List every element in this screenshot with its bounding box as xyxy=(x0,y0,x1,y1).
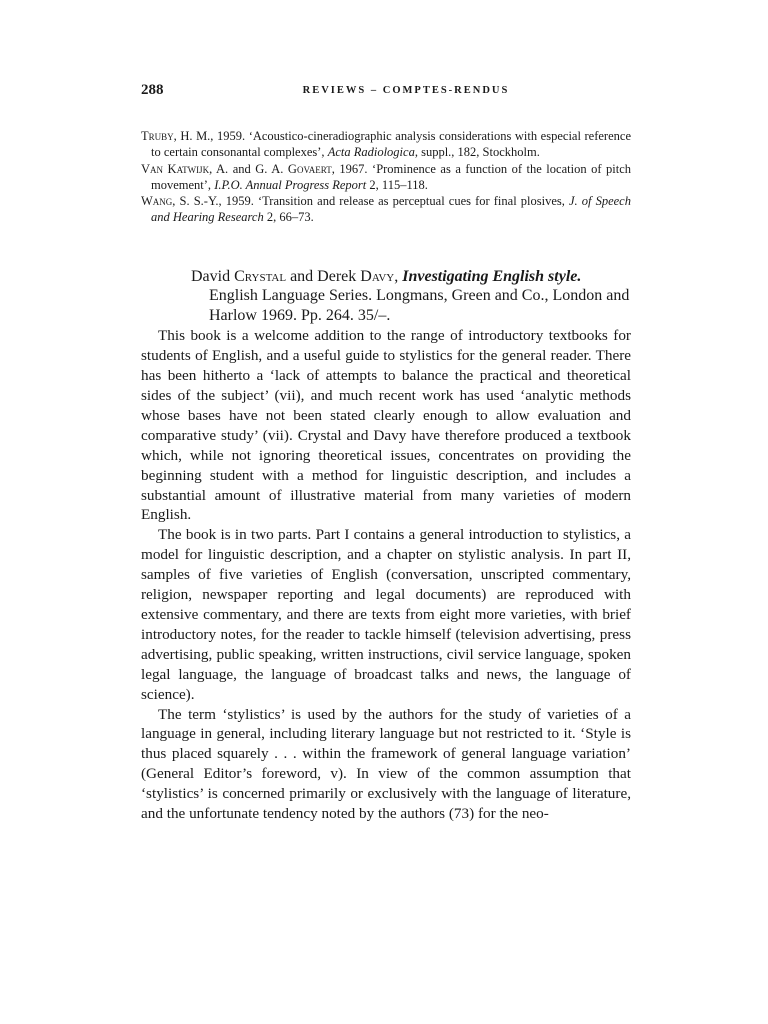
review-author-first: David xyxy=(191,267,235,285)
reference-list xyxy=(141,128,631,226)
reference-journal: I.P.O. Annual Progress Report xyxy=(214,177,367,192)
reference-tail: 2, 115–118. xyxy=(366,177,428,192)
reference-text: , S. S.-Y., 1959. ‘Transition and release as perceptual cues for final plosives, xyxy=(172,194,569,209)
reference-text: , A. and G. A. xyxy=(209,161,288,176)
review-author-2-last: Davy xyxy=(360,267,395,285)
running-head xyxy=(141,82,631,104)
review-comma: , xyxy=(394,267,403,285)
running-head-title: REVIEWS – COMPTES-RENDUS xyxy=(302,85,510,96)
page-number: 288 xyxy=(141,82,164,98)
reference-item xyxy=(141,128,631,161)
reference-journal: J. of Speech and Hearing Research xyxy=(151,194,631,225)
review-paragraph: The term ‘stylistics’ is used by the authors for the study of varieties of a language in general, including literary language but not restricted to it. ‘Style is thus placed squarely . . . within the framework of general language variation’ (General Editor’s foreword, v). In view of the common assumption that ‘stylistics’ is concerned primarily or exclusively with the language of literature, and the unfortunate tendency noted by the authors (73) for the neo- xyxy=(141,705,631,823)
review-paragraph: This book is a welcome addition to the range of introductory textbooks for students of English, and a useful guide to stylistics for the general reader. There has been hitherto a ‘lack of attempts to balance the practical and theoretical sides of the subject’ (vii), and much recent work has used ‘analytic methods whose bases have not been stated clearly enough to allow evaluation and comparative study’ (vii). Crystal and Davy have therefore produced a textbook which, while not ignoring theoretical issues, concentrates on providing the beginning student with a method for linguistic description, and includes a substantial amount of illustrative material from many varieties of modern English. xyxy=(141,327,631,524)
reference-author: Truby xyxy=(141,129,174,143)
reference-journal: Acta Radiologica xyxy=(327,145,415,160)
reference-author: Wang xyxy=(141,194,173,209)
reference-tail: 2, 66–73. xyxy=(263,210,314,225)
page xyxy=(141,82,631,824)
review-and: and Derek xyxy=(286,267,361,285)
review-publication: English Language Series. Longmans, Green and Co., London and Harlow 1969. Pp. 264. 35/–. xyxy=(209,287,630,324)
reference-item xyxy=(141,193,631,226)
review-author-last: Crystal xyxy=(234,267,287,285)
reference-item xyxy=(141,161,631,194)
review-heading xyxy=(141,267,631,326)
review-book-title: Investigating English style. xyxy=(402,267,582,285)
reference-author: Van Katwijk xyxy=(141,161,210,176)
reference-text: , H. M., 1959. ‘Acoustico-cineradiographic analysis considerations with especial reference to certain consonantal complexes’, xyxy=(151,129,631,160)
reference-author-2: Govaert xyxy=(287,161,332,176)
review-body xyxy=(141,326,631,824)
reference-text: , 1967. ‘Prominence as a function of the location of pitch movement’, xyxy=(151,161,632,192)
reference-tail: , suppl., 182, Stockholm. xyxy=(414,145,540,160)
review-paragraph: The book is in two parts. Part I contains a general introduction to stylistics, a model for linguistic description, and a chapter on stylistic analysis. In part II, samples of five varieties of English (conversation, unscripted commentary, religion, newspaper reporting and legal documents) are reproduced with extensive commentary, and there are texts from eight more varieties, with brief introductory notes, for the reader to tackle himself (television advertising, press advertising, public speaking, written instructions, civil service language, spoken legal language, the language of broadcast talks and news, the language of science). xyxy=(141,526,631,703)
